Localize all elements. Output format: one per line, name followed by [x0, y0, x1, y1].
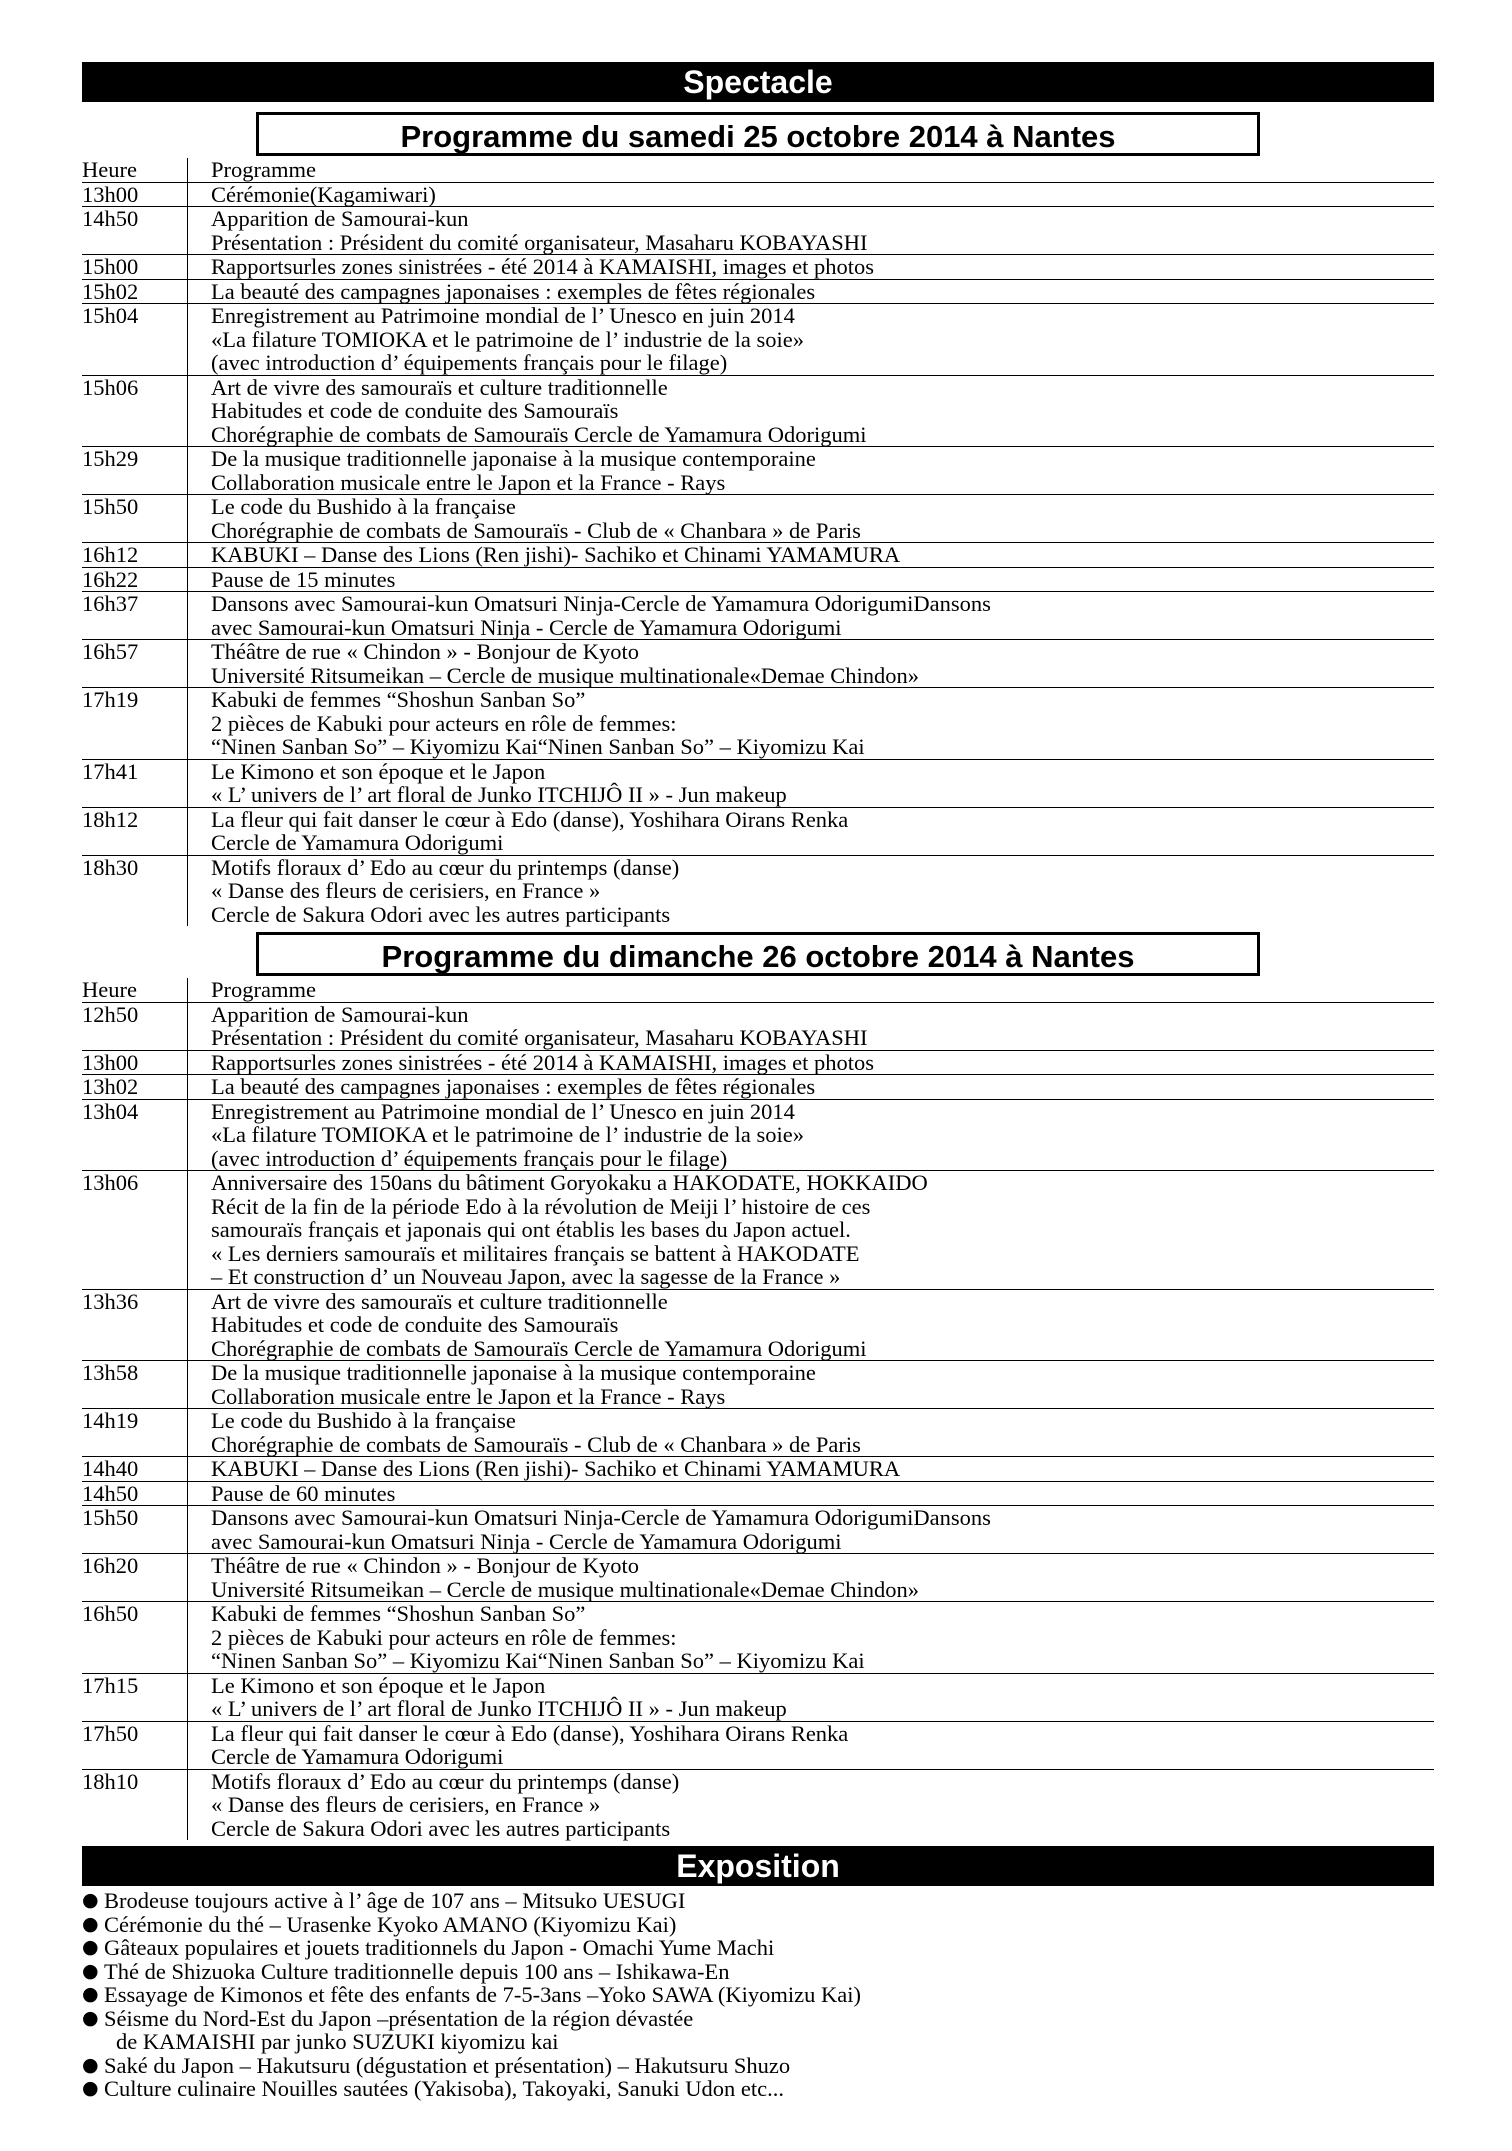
schedule-row [82, 1050, 1434, 1075]
bullet-icon: ● [82, 1912, 99, 1935]
programme-line: Pause de 60 minutes [211, 1480, 396, 1506]
programme-line: Enregistrement au Patrimoine mondial de l’ Unesco en juin 2014 [211, 303, 795, 328]
schedule-row [82, 639, 1434, 687]
exposition-line: Culture culinaire Nouilles sautées (Yakisoba), Takoyaki, Sanuki Udon etc... [104, 2076, 784, 2101]
schedule-row [82, 1074, 1434, 1099]
samedi-program-title: Programme du samedi 25 octobre 2014 à Nantes [256, 112, 1260, 156]
schedule-row [82, 1721, 1434, 1769]
programme-line: De la musique traditionnelle japonaise à la musique contemporaine [211, 1360, 816, 1385]
schedule-programme [187, 495, 1434, 542]
schedule-time: 17h15 [82, 1672, 139, 1698]
schedule-time: 15h50 [82, 494, 139, 519]
programme-line: Université Ritsumeikan – Cercle de musique multinationale«Demae Chindon» [211, 1576, 919, 1602]
schedule-time: 12h50 [82, 1001, 139, 1027]
schedule-row [82, 1769, 1434, 1841]
exposition-line: de KAMAISHI par junko SUZUKI kiyomizu kai [116, 2029, 559, 2054]
header-programme: Programme [187, 158, 1434, 182]
schedule-programme [187, 592, 1434, 639]
schedule-programme [187, 1290, 1434, 1361]
schedule-time: 15h00 [82, 254, 139, 279]
exposition-text [104, 1913, 676, 1937]
programme-line: «La filature TOMIOKA et le patrimoine de l’ industrie de la soie» [211, 326, 804, 352]
schedule-time: 17h50 [82, 1720, 139, 1746]
schedule-row [82, 759, 1434, 807]
programme-line: Dansons avec Samourai-kun Omatsuri Ninja-Cercle de Yamamura OdorigumiDansons [211, 1505, 991, 1530]
schedule-row [82, 279, 1434, 304]
programme-line: « L’ univers de l’ art floral de Junko ITCHIJÔ II » - Jun makeup [211, 782, 787, 807]
exposition-line: Brodeuse toujours active à l’ âge de 107 ans – Mitsuko UESUGI [104, 1888, 686, 1913]
schedule-programme [187, 376, 1434, 447]
programme-line: (avec introduction d’ équipements français pour le filage) [211, 350, 728, 375]
programme-line: Rapportsurles zones sinistrées - été 2014 à KAMAISHI, images et photos [211, 254, 875, 279]
programme-line: Cercle de Sakura Odori avec les autres participants [211, 1815, 671, 1841]
exposition-item [82, 2054, 1434, 2078]
schedule-time: 18h10 [82, 1768, 139, 1794]
exposition-text [104, 1960, 729, 1984]
programme-line: Théâtre de rue « Chindon » - Bonjour de Kyoto [211, 639, 640, 664]
schedule-programme [187, 760, 1434, 807]
programme-line: “Ninen Sanban So” – Kiyomizu Kai“Ninen Sanban So” – Kiyomizu Kai [211, 734, 865, 759]
programme-line: Chorégraphie de combats de Samouraïs Cercle de Yamamura Odorigumi [211, 1335, 867, 1361]
schedule-row [82, 855, 1434, 927]
schedule-row [82, 446, 1434, 494]
schedule-programme [187, 1051, 1434, 1075]
bullet-icon: ● [82, 1983, 99, 2005]
schedule-time: 13h00 [82, 181, 139, 207]
programme-line: avec Samourai-kun Omatsuri Ninja - Cercle de Yamamura Odorigumi [211, 614, 842, 640]
schedule-time: 14h50 [82, 206, 139, 231]
schedule-row [82, 807, 1434, 855]
bullet-icon: ● [82, 2053, 99, 2076]
exposition-text [104, 2054, 790, 2078]
programme-line: La fleur qui fait danser le cœur à Edo (danse), Yoshihara Oirans Renka [211, 1720, 849, 1746]
schedule-time: 16h50 [82, 1601, 139, 1626]
exposition-line: Gâteaux populaires et jouets traditionnels du Japon - Omachi Yume Machi [104, 1935, 775, 1960]
programme-line: Apparition de Samourai-kun [211, 206, 469, 231]
header-time: Heure [82, 157, 137, 182]
programme-line: Le Kimono et son époque et le Japon [211, 758, 546, 784]
schedule-programme [187, 543, 1434, 567]
exposition-line: Saké du Japon – Hakutsuru (dégustation et présentation) – Hakutsuru Shuzo [104, 2052, 791, 2078]
exposition-banner: Exposition [82, 1846, 1434, 1886]
programme-line: La beauté des campagnes japonaises : exemples de fêtes régionales [211, 278, 816, 304]
schedule-time: 13h02 [82, 1074, 139, 1099]
schedule-time: 15h06 [82, 374, 139, 400]
programme-line: De la musique traditionnelle japonaise à la musique contemporaine [211, 446, 816, 471]
schedule-programme [187, 1506, 1434, 1553]
schedule-row [82, 254, 1434, 279]
bullet-icon: ● [82, 1936, 99, 1958]
schedule-programme [187, 1361, 1434, 1408]
programme-line: La beauté des campagnes japonaises : exemples de fêtes régionales [211, 1074, 816, 1099]
exposition-text [104, 2077, 784, 2101]
bullet-icon: ● [82, 2006, 99, 2029]
schedule-programme [187, 1075, 1434, 1099]
schedule-programme [187, 183, 1434, 207]
programme-line: KABUKI – Danse des Lions (Ren jishi)- Sachiko et Chinami YAMAMURA [211, 1456, 901, 1481]
schedule-time: 14h40 [82, 1456, 139, 1481]
programme-line: Récit de la fin de la période Edo à la révolution de Meiji l’ histoire de ces [211, 1193, 871, 1219]
schedule-programme [187, 207, 1434, 254]
bullet-icon: ● [82, 1889, 99, 1911]
programme-line: Rapportsurles zones sinistrées - été 2014 à KAMAISHI, images et photos [211, 1049, 875, 1075]
programme-line: Chorégraphie de combats de Samouraïs - Club de « Chanbara » de Paris [211, 517, 861, 543]
programme-line: Habitudes et code de conduite des Samouraïs [211, 1312, 619, 1337]
programme-line: « Danse des fleurs de cerisiers, en France » [211, 1792, 601, 1817]
programme-line: Anniversaire des 150ans du bâtiment Goryokaku a HAKODATE, HOKKAIDO [211, 1170, 928, 1195]
bullet-icon: ● [82, 1959, 99, 1982]
programme-line: Le code du Bushido à la française [211, 1408, 516, 1433]
schedule-programme [187, 640, 1434, 687]
schedule-time: 15h29 [82, 446, 139, 471]
schedule-time: 17h41 [82, 758, 139, 784]
programme-line: 2 pièces de Kabuki pour acteurs en rôle de femmes: [211, 710, 677, 736]
schedule-time: 16h20 [82, 1553, 139, 1578]
programme-line: « L’ univers de l’ art floral de Junko ITCHIJÔ II » - Jun makeup [211, 1696, 787, 1721]
exposition-item [82, 1960, 1434, 1984]
programme-line: Chorégraphie de combats de Samouraïs Cercle de Yamamura Odorigumi [211, 421, 867, 447]
programme-line: Cercle de Yamamura Odorigumi [211, 1744, 504, 1769]
schedule-time: 13h06 [82, 1170, 139, 1195]
schedule-time: 14h50 [82, 1480, 139, 1506]
schedule-time: 16h12 [82, 542, 139, 567]
schedule-row [82, 1099, 1434, 1171]
schedule-time: 15h50 [82, 1505, 139, 1530]
schedule-time: 18h12 [82, 806, 139, 832]
header-time: Heure [82, 977, 137, 1002]
schedule-row [82, 1601, 1434, 1673]
schedule-row [82, 1456, 1434, 1481]
programme-line: Motifs floraux d’ Edo au cœur du printemps (danse) [211, 1768, 680, 1794]
schedule-row [82, 687, 1434, 759]
schedule-row [82, 206, 1434, 254]
programme-line: Pause de 15 minutes [211, 566, 396, 592]
schedule-programme [187, 808, 1434, 855]
bullet-icon: ● [82, 2077, 99, 2099]
schedule-programme [187, 1722, 1434, 1769]
programme-line: « Danse des fleurs de cerisiers, en France » [211, 878, 601, 903]
programme-line: (avec introduction d’ équipements français pour le filage) [211, 1145, 728, 1171]
programme-line: Collaboration musicale entre le Japon et la France - Rays [211, 1383, 726, 1409]
programme-line: Université Ritsumeikan – Cercle de musique multinationale«Demae Chindon» [211, 662, 919, 688]
exposition-line: Essayage de Kimonos et fête des enfants de 7-5-3ans –Yoko SAWA (Kiyomizu Kai) [104, 1982, 862, 2007]
document-page [82, 62, 1434, 2101]
schedule-programme [187, 1457, 1434, 1481]
exposition-item [82, 1983, 1434, 2007]
programme-line: « Les derniers samouraïs et militaires français se battent à HAKODATE [211, 1240, 860, 1266]
schedule-row [82, 1170, 1434, 1289]
programme-line: “Ninen Sanban So” – Kiyomizu Kai“Ninen Sanban So” – Kiyomizu Kai [211, 1648, 865, 1673]
schedule-row [82, 303, 1434, 375]
programme-line: Cercle de Yamamura Odorigumi [211, 830, 504, 855]
programme-line: Théâtre de rue « Chindon » - Bonjour de Kyoto [211, 1553, 640, 1578]
schedule-time: 13h04 [82, 1098, 139, 1124]
schedule-row [82, 494, 1434, 542]
programme-line: 2 pièces de Kabuki pour acteurs en rôle de femmes: [211, 1624, 677, 1650]
schedule-row [82, 1408, 1434, 1456]
schedule-programme [187, 1171, 1434, 1289]
schedule-row [82, 567, 1434, 592]
schedule-time: 15h02 [82, 278, 139, 304]
programme-line: KABUKI – Danse des Lions (Ren jishi)- Sachiko et Chinami YAMAMURA [211, 542, 901, 567]
schedule-programme [187, 447, 1434, 494]
programme-line: La fleur qui fait danser le cœur à Edo (danse), Yoshihara Oirans Renka [211, 806, 849, 832]
programme-line: Le code du Bushido à la française [211, 494, 516, 519]
programme-line: Chorégraphie de combats de Samouraïs - Club de « Chanbara » de Paris [211, 1431, 861, 1457]
exposition-text [104, 1983, 861, 2007]
schedule-programme [187, 1674, 1434, 1721]
programme-line: Habitudes et code de conduite des Samouraïs [211, 398, 619, 423]
programme-line: Le Kimono et son époque et le Japon [211, 1672, 546, 1698]
exposition-line: Cérémonie du thé – Urasenke Kyoko AMANO (Kiyomizu Kai) [104, 1911, 677, 1937]
schedule-programme [187, 1482, 1434, 1506]
schedule-time: 16h37 [82, 591, 139, 616]
programme-line: Art de vivre des samouraïs et culture traditionnelle [211, 374, 668, 400]
schedule-time: 15h04 [82, 303, 139, 328]
schedule-row [82, 1505, 1434, 1553]
programme-line: Kabuki de femmes “Shoshun Sanban So” [211, 1601, 586, 1626]
schedule-row [82, 591, 1434, 639]
exposition-text [104, 1889, 685, 1913]
programme-line: Kabuki de femmes “Shoshun Sanban So” [211, 687, 586, 712]
exposition-line: Thé de Shizuoka Culture traditionnelle depuis 100 ans – Ishikawa-En [104, 1958, 730, 1984]
samedi-schedule [82, 158, 1434, 926]
programme-line: – Et construction d’ un Nouveau Japon, avec la sagesse de la France » [211, 1264, 841, 1289]
dimanche-schedule [82, 978, 1434, 1840]
exposition-list [82, 1889, 1434, 2101]
programme-line: avec Samourai-kun Omatsuri Ninja - Cercle de Yamamura Odorigumi [211, 1528, 842, 1554]
schedule-programme [187, 688, 1434, 759]
schedule-time: 13h00 [82, 1049, 139, 1075]
programme-line: Enregistrement au Patrimoine mondial de l’ Unesco en juin 2014 [211, 1098, 795, 1124]
exposition-item [82, 1936, 1434, 1960]
schedule-time: 16h22 [82, 566, 139, 592]
programme-line: Art de vivre des samouraïs et culture traditionnelle [211, 1288, 668, 1314]
schedule-programme [187, 280, 1434, 304]
schedule-time: 18h30 [82, 854, 139, 880]
schedule-header [82, 158, 1434, 182]
schedule-programme [187, 255, 1434, 279]
exposition-item [82, 1889, 1434, 1913]
header-programme: Programme [187, 978, 1434, 1002]
programme-line: Dansons avec Samourai-kun Omatsuri Ninja-Cercle de Yamamura OdorigumiDansons [211, 591, 991, 616]
schedule-time: 14h19 [82, 1408, 139, 1433]
schedule-programme [187, 568, 1434, 592]
schedule-time: 17h19 [82, 687, 139, 712]
schedule-programme [187, 1003, 1434, 1050]
schedule-time: 13h36 [82, 1288, 139, 1314]
programme-line: Présentation : Président du comité organisateur, Masaharu KOBAYASHI [211, 1025, 868, 1050]
programme-line: «La filature TOMIOKA et le patrimoine de l’ industrie de la soie» [211, 1122, 804, 1147]
schedule-programme [187, 1554, 1434, 1601]
schedule-row [82, 1002, 1434, 1050]
schedule-programme [187, 304, 1434, 375]
exposition-item [82, 2007, 1434, 2054]
programme-line: Motifs floraux d’ Edo au cœur du printemps (danse) [211, 854, 680, 880]
schedule-row [82, 1481, 1434, 1506]
schedule-time: 13h58 [82, 1360, 139, 1385]
schedule-programme [187, 1100, 1434, 1171]
schedule-programme [187, 1602, 1434, 1673]
schedule-programme [187, 856, 1434, 927]
schedule-programme [187, 1770, 1434, 1841]
schedule-row [82, 1673, 1434, 1721]
programme-line: Présentation : Président du comité organisateur, Masaharu KOBAYASHI [211, 229, 868, 255]
schedule-row [82, 542, 1434, 567]
exposition-text [104, 2007, 693, 2054]
dimanche-program-title: Programme du dimanche 26 octobre 2014 à Nantes [256, 932, 1260, 976]
programme-line: samouraïs français et japonais qui ont établis les bases du Japon actuel. [211, 1217, 851, 1242]
exposition-item [82, 2077, 1434, 2101]
schedule-row [82, 1289, 1434, 1361]
programme-line: Cérémonie(Kagamiwari) [211, 181, 436, 207]
exposition-item [82, 1913, 1434, 1937]
schedule-header [82, 978, 1434, 1002]
spectacle-banner: Spectacle [82, 62, 1434, 102]
schedule-time: 16h57 [82, 639, 139, 664]
schedule-row [82, 375, 1434, 447]
programme-line: Apparition de Samourai-kun [211, 1001, 469, 1027]
programme-line: Cercle de Sakura Odori avec les autres participants [211, 901, 671, 927]
exposition-line: Séisme du Nord-Est du Japon –présentation de la région dévastée [104, 2005, 694, 2031]
schedule-programme [187, 1409, 1434, 1456]
schedule-row [82, 182, 1434, 207]
exposition-text [104, 1936, 774, 1960]
schedule-row [82, 1360, 1434, 1408]
programme-line: Collaboration musicale entre le Japon et la France - Rays [211, 469, 726, 495]
schedule-row [82, 1553, 1434, 1601]
